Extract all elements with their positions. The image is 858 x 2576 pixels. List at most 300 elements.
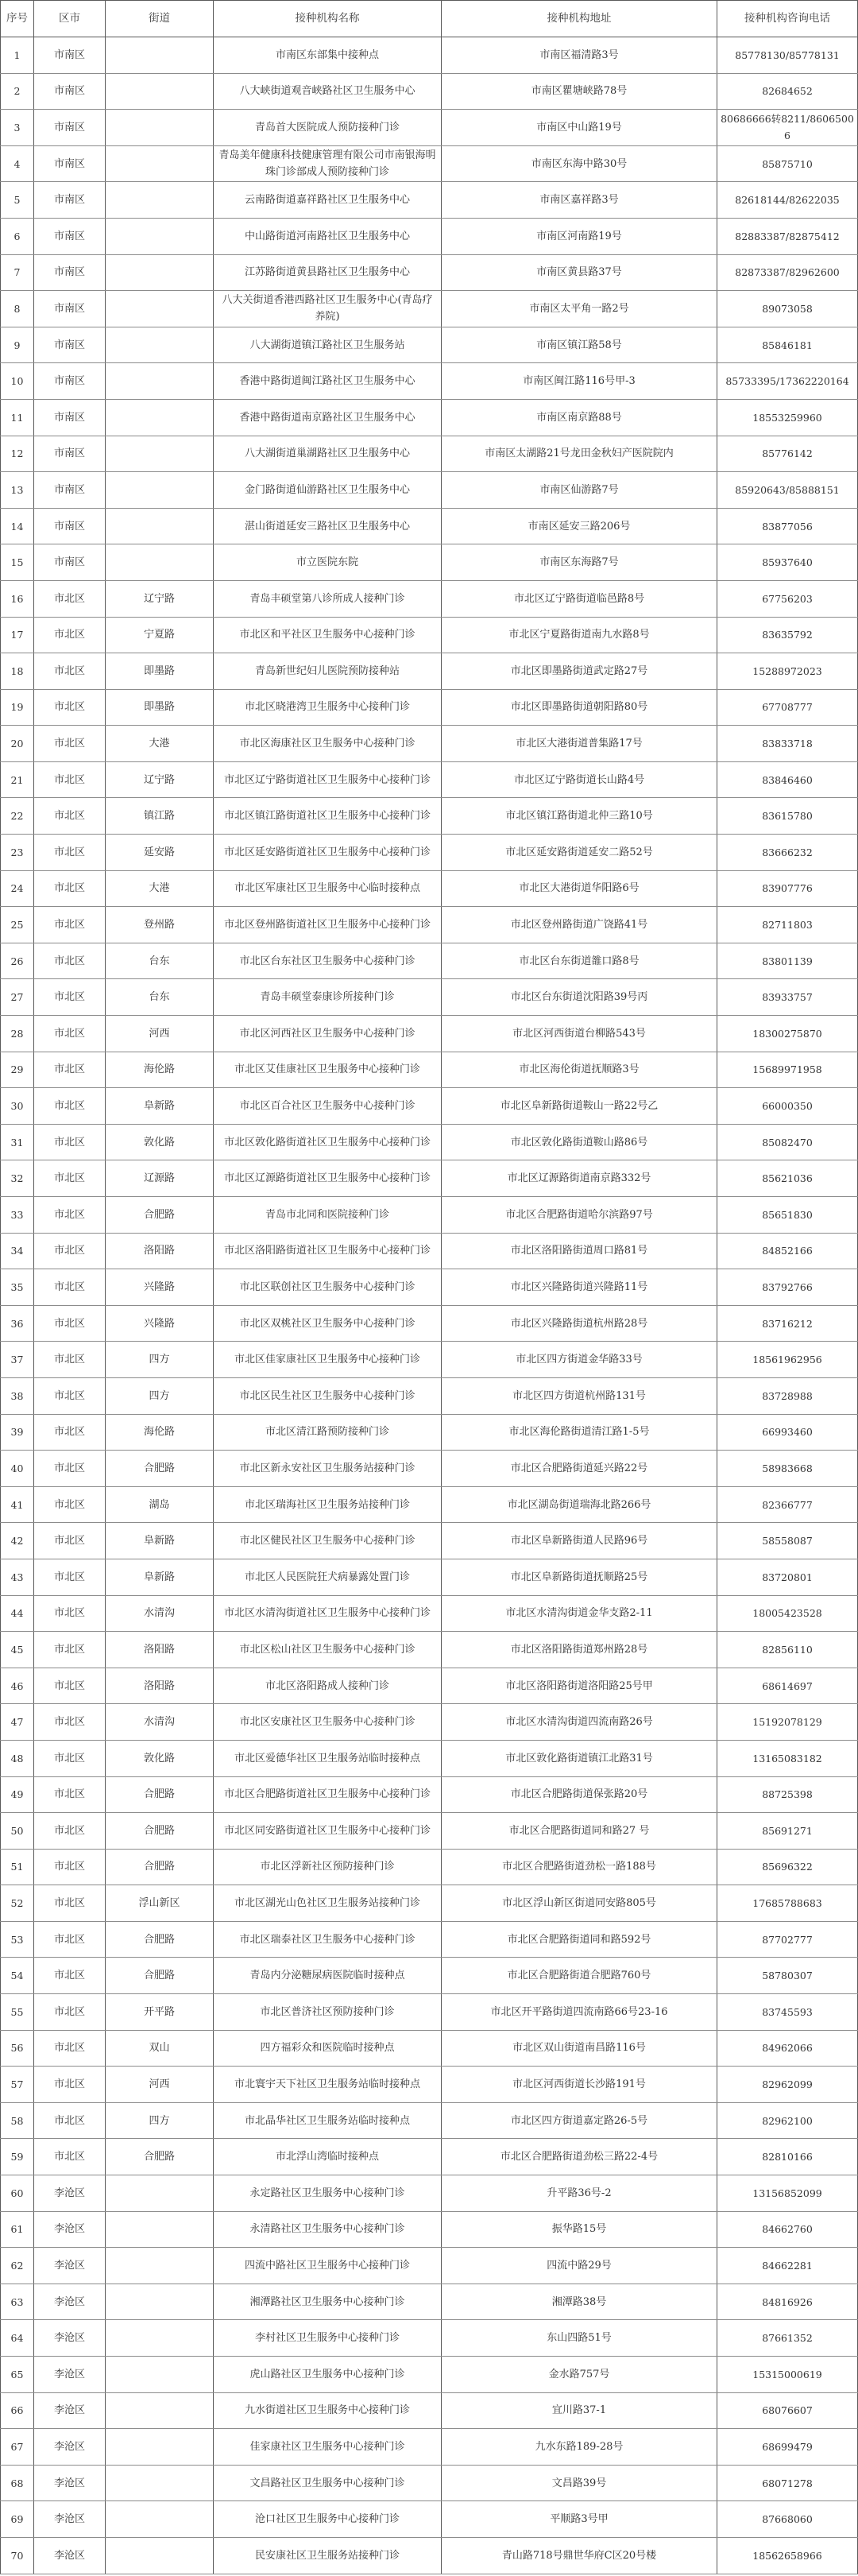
row-site-name: 市北区军康社区卫生服务中心临时接种点 [214,870,442,907]
row-site-address: 市南区瞿塘峡路78号 [442,73,717,110]
row-site-name: 八大峡街道观音峡路社区卫生服务中心 [214,73,442,110]
row-street: 双山 [106,2030,214,2067]
row-index: 35 [1,1269,34,1306]
row-site-name: 江苏路街道黄县路社区卫生服务中心 [214,254,442,291]
row-index: 4 [1,145,34,182]
row-street: 兴隆路 [106,1305,214,1342]
table-row [1,1885,858,1922]
row-district: 市南区 [34,327,106,363]
row-phone: 85733395/17362220164 [717,363,858,400]
row-street [106,110,214,146]
table-row [1,726,858,762]
row-site-address: 市南区嘉祥路3号 [442,182,717,219]
row-phone: 85920643/85888151 [717,472,858,509]
row-district: 市北区 [34,1704,106,1741]
row-phone: 85846181 [717,327,858,363]
row-site-name: 市北区和平社区卫生服务中心接种门诊 [214,617,442,653]
row-district: 市北区 [34,1668,106,1704]
row-street [106,2392,214,2429]
row-district: 市北区 [34,1486,106,1523]
row-street: 台东 [106,943,214,979]
row-site-address: 市北区兴隆路街道兴隆路11号 [442,1269,717,1306]
row-street [106,436,214,472]
row-district: 市北区 [34,1414,106,1451]
row-phone: 83728988 [717,1377,858,1414]
row-index: 45 [1,1632,34,1668]
row-district: 市北区 [34,726,106,762]
row-street: 河西 [106,1016,214,1052]
row-street: 宁夏路 [106,617,214,653]
row-site-name: 市北寰宇天下社区卫生服务站临时接种点 [214,2067,442,2103]
row-district: 市北区 [34,1994,106,2031]
table-row [1,798,858,835]
row-site-name: 市北区水清沟街道社区卫生服务中心接种门诊 [214,1595,442,1632]
table-row [1,1052,858,1088]
row-site-name: 中山路街道河南路社区卫生服务中心 [214,218,442,254]
row-index: 42 [1,1523,34,1559]
table-row [1,617,858,653]
row-site-address: 市北区洛阳路街道郑州路28号 [442,1632,717,1668]
row-site-address: 市北区海伦路街道清江路1-5号 [442,1414,717,1451]
row-district: 市南区 [34,73,106,110]
row-site-address: 市北区四方街道杭州路131号 [442,1377,717,1414]
row-street [106,399,214,436]
row-index: 16 [1,580,34,617]
row-site-name: 青岛美年健康科技健康管理有限公司市南银海明珠门诊部成人预防接种门诊 [214,145,442,182]
row-site-address: 湘潭路38号 [442,2284,717,2320]
row-street: 河西 [106,2067,214,2103]
table-row [1,1595,858,1632]
row-index: 54 [1,1958,34,1994]
row-street [106,327,214,363]
row-phone: 83635792 [717,617,858,653]
row-site-name: 八大湖街道巢湖路社区卫生服务中心 [214,436,442,472]
row-site-name: 永定路社区卫生服务中心接种门诊 [214,2175,442,2212]
row-phone: 87668060 [717,2501,858,2538]
table-row [1,363,858,400]
row-site-name: 市南区东部集中接种点 [214,37,442,74]
row-site-address: 市北区大港街道普集路17号 [442,726,717,762]
table-row [1,2067,858,2103]
row-index: 38 [1,1377,34,1414]
row-site-name: 李村社区卫生服务中心接种门诊 [214,2320,442,2357]
row-street: 四方 [106,2102,214,2139]
row-index: 31 [1,1124,34,1160]
row-district: 市北区 [34,1233,106,1269]
table-row [1,761,858,798]
row-phone: 82810166 [717,2139,858,2175]
row-site-address: 市北区大港街道华阳路6号 [442,870,717,907]
row-site-name: 市北区新永安社区卫生服务站接种门诊 [214,1451,442,1487]
row-index: 19 [1,689,34,726]
table-row [1,689,858,726]
row-street: 合肥路 [106,1813,214,1850]
table-row [1,1994,858,2031]
row-index: 33 [1,1197,34,1234]
table-row [1,2102,858,2139]
table-row [1,580,858,617]
table-row [1,1233,858,1269]
row-phone: 82856110 [717,1632,858,1668]
row-phone: 85778130/85778131 [717,37,858,74]
row-site-name: 市北区百合社区卫生服务中心接种门诊 [214,1088,442,1125]
row-site-name: 市北区登州路街道社区卫生服务中心接种门诊 [214,907,442,943]
row-district: 市北区 [34,1052,106,1088]
table-row [1,73,858,110]
table-row [1,1523,858,1559]
row-phone: 83846460 [717,761,858,798]
row-phone: 68071278 [717,2465,858,2501]
row-index: 22 [1,798,34,835]
row-site-name: 湘潭路社区卫生服务中心接种门诊 [214,2284,442,2320]
table-row [1,218,858,254]
table-row [1,1740,858,1776]
row-site-name: 市北区合肥路街道社区卫生服务中心接种门诊 [214,1776,442,1813]
row-district: 李沧区 [34,2284,106,2320]
row-index: 52 [1,1885,34,1922]
row-district: 李沧区 [34,2429,106,2466]
row-phone: 82366777 [717,1486,858,1523]
row-site-address: 九水东路189-28号 [442,2429,717,2466]
row-district: 市北区 [34,2030,106,2067]
row-site-name: 市北区艾佳康社区卫生服务中心接种门诊 [214,1052,442,1088]
row-phone: 83745593 [717,1994,858,2031]
row-street [106,2429,214,2466]
row-street: 即墨路 [106,689,214,726]
row-district: 李沧区 [34,2357,106,2393]
table-row [1,472,858,509]
row-district: 市北区 [34,798,106,835]
row-district: 李沧区 [34,2175,106,2212]
row-district: 市北区 [34,870,106,907]
row-district: 市北区 [34,1813,106,1850]
row-district: 市南区 [34,291,106,327]
row-site-address: 市北区洛阳路街道周口路81号 [442,1233,717,1269]
row-street: 合肥路 [106,1921,214,1958]
row-site-address: 市南区东海路7号 [442,544,717,581]
row-phone: 82618144/82622035 [717,182,858,219]
row-street [106,2501,214,2538]
row-street [106,2357,214,2393]
row-site-name: 市北区安康社区卫生服务中心接种门诊 [214,1704,442,1741]
row-phone: 85651830 [717,1197,858,1234]
row-site-name: 沧口社区卫生服务中心接种门诊 [214,2501,442,2538]
row-index: 27 [1,979,34,1016]
row-district: 市北区 [34,2102,106,2139]
row-site-address: 市南区东海中路30号 [442,145,717,182]
row-index: 67 [1,2429,34,2466]
row-site-address: 市北区辽宁路街道长山路4号 [442,761,717,798]
row-district: 市南区 [34,110,106,146]
row-district: 市北区 [34,1124,106,1160]
row-index: 68 [1,2465,34,2501]
row-phone: 84662760 [717,2211,858,2248]
table-row [1,37,858,74]
row-site-address: 市北区水清沟街道金华支路2-11 [442,1595,717,1632]
row-street: 阜新路 [106,1559,214,1595]
table-row [1,943,858,979]
row-site-address: 市北区河西街道长沙路191号 [442,2067,717,2103]
row-street [106,2465,214,2501]
row-index: 46 [1,1668,34,1704]
row-site-address: 青山路718号鼎世华府C区20号楼 [442,2537,717,2574]
row-street [106,145,214,182]
row-district: 市北区 [34,689,106,726]
row-street [106,2284,214,2320]
row-street: 四方 [106,1342,214,1378]
row-site-address: 市南区黄县路37号 [442,254,717,291]
table-row [1,508,858,544]
row-site-address: 市北区洛阳路街道洛阳路25号甲 [442,1668,717,1704]
row-phone: 58780307 [717,1958,858,1994]
row-phone: 82684652 [717,73,858,110]
row-site-name: 市北区联创社区卫生服务中心接种门诊 [214,1269,442,1306]
row-site-name: 文昌路社区卫生服务中心接种门诊 [214,2465,442,2501]
row-site-name: 市北区爱德华社区卫生服务站临时接种点 [214,1740,442,1776]
row-index: 5 [1,182,34,219]
table-row [1,1016,858,1052]
row-phone: 18005423528 [717,1595,858,1632]
row-street [106,291,214,327]
row-index: 37 [1,1342,34,1378]
row-street: 洛阳路 [106,1668,214,1704]
row-site-address: 市北区台东街道雒口路8号 [442,943,717,979]
row-site-address: 市北区浮山新区街道同安路805号 [442,1885,717,1922]
row-district: 市北区 [34,1342,106,1378]
row-site-address: 金水路757号 [442,2357,717,2393]
row-site-address: 市北区台东街道沈阳路39号丙 [442,979,717,1016]
row-site-name: 市北区洛阳路街道社区卫生服务中心接种门诊 [214,1233,442,1269]
row-index: 11 [1,399,34,436]
row-index: 26 [1,943,34,979]
row-site-name: 市北区河西社区卫生服务中心接种门诊 [214,1016,442,1052]
row-site-name: 市北浮山湾临时接种点 [214,2139,442,2175]
row-street: 合肥路 [106,1849,214,1885]
row-site-address: 市北区河西街道台柳路543号 [442,1016,717,1052]
row-site-name: 市立医院东院 [214,544,442,581]
table-row [1,436,858,472]
row-site-name: 市北区双桃社区卫生服务中心接种门诊 [214,1305,442,1342]
row-street [106,2175,214,2212]
row-index: 41 [1,1486,34,1523]
row-phone: 85082470 [717,1124,858,1160]
row-site-name: 市北区普济社区预防接种门诊 [214,1994,442,2031]
row-site-name: 市北区松山社区卫生服务中心接种门诊 [214,1632,442,1668]
row-street: 敦化路 [106,1740,214,1776]
table-body [1,37,858,2574]
row-site-address: 市北区镇江路街道北仲三路10号 [442,798,717,835]
row-site-address: 市南区太湖路21号龙田金秋妇产医院院内 [442,436,717,472]
row-site-address: 市北区阜新路街道人民路96号 [442,1523,717,1559]
row-street [106,37,214,74]
row-phone: 84962066 [717,2030,858,2067]
row-index: 61 [1,2211,34,2248]
row-street [106,2211,214,2248]
row-district: 李沧区 [34,2537,106,2574]
row-index: 59 [1,2139,34,2175]
row-site-name: 市北区敦化路街道社区卫生服务中心接种门诊 [214,1124,442,1160]
row-phone: 87702777 [717,1921,858,1958]
row-site-address: 市北区合肥路街道延兴路22号 [442,1451,717,1487]
row-site-address: 市南区中山路19号 [442,110,717,146]
row-district: 市北区 [34,1776,106,1813]
row-site-address: 四流中路29号 [442,2248,717,2284]
row-phone: 84662281 [717,2248,858,2284]
row-phone: 66993460 [717,1414,858,1451]
row-site-name: 民安康社区卫生服务站接种门诊 [214,2537,442,2574]
row-index: 65 [1,2357,34,2393]
row-phone: 83792766 [717,1269,858,1306]
row-site-address: 市北区四方街道嘉定路26-5号 [442,2102,717,2139]
row-site-address: 市北区水清沟街道四流南路26号 [442,1704,717,1741]
row-index: 8 [1,291,34,327]
row-index: 57 [1,2067,34,2103]
row-site-address: 东山四路51号 [442,2320,717,2357]
row-phone: 85696322 [717,1849,858,1885]
row-phone: 82711803 [717,907,858,943]
row-site-name: 市北晶华社区卫生服务站临时接种点 [214,2102,442,2139]
row-index: 53 [1,1921,34,1958]
row-index: 10 [1,363,34,400]
row-district: 市南区 [34,218,106,254]
row-street: 镇江路 [106,798,214,835]
row-site-name: 市北区人民医院狂犬病暴露处置门诊 [214,1559,442,1595]
table-row [1,2139,858,2175]
row-district: 市北区 [34,1632,106,1668]
row-district: 市北区 [34,1958,106,1994]
row-index: 13 [1,472,34,509]
row-district: 市南区 [34,182,106,219]
row-street: 合肥路 [106,1958,214,1994]
table-row [1,979,858,1016]
row-street: 阜新路 [106,1523,214,1559]
row-street [106,2248,214,2284]
header-district: 区市 [34,1,106,37]
row-site-name: 虎山路社区卫生服务中心接种门诊 [214,2357,442,2393]
row-index: 29 [1,1052,34,1088]
row-site-address: 市南区仙游路7号 [442,472,717,509]
row-district: 市北区 [34,979,106,1016]
row-phone: 15315000619 [717,2357,858,2393]
row-district: 李沧区 [34,2465,106,2501]
row-street [106,2320,214,2357]
row-index: 14 [1,508,34,544]
row-index: 60 [1,2175,34,2212]
row-index: 62 [1,2248,34,2284]
row-district: 市北区 [34,2139,106,2175]
table-row [1,327,858,363]
row-site-name: 市北区辽源路街道社区卫生服务中心接种门诊 [214,1160,442,1197]
table-row [1,1958,858,1994]
row-phone: 68076607 [717,2392,858,2429]
table-row [1,653,858,690]
row-district: 市北区 [34,1377,106,1414]
row-street [106,544,214,581]
row-phone: 82962100 [717,2102,858,2139]
row-site-address: 市北区湖岛街道瑞海北路266号 [442,1486,717,1523]
header-street: 街道 [106,1,214,37]
row-street: 敦化路 [106,1124,214,1160]
row-index: 2 [1,73,34,110]
row-site-name: 青岛新世纪妇儿医院预防接种站 [214,653,442,690]
table-row [1,870,858,907]
table-row [1,1849,858,1885]
row-site-address: 市北区辽宁路街道临邑路8号 [442,580,717,617]
table-row [1,1559,858,1595]
table-row [1,1921,858,1958]
row-street [106,218,214,254]
header-site-name: 接种机构名称 [214,1,442,37]
row-site-name: 佳家康社区卫生服务中心接种门诊 [214,2429,442,2466]
row-site-name: 市北区瑞泰社区卫生服务中心接种门诊 [214,1921,442,1958]
row-phone: 84816926 [717,2284,858,2320]
row-index: 48 [1,1740,34,1776]
row-district: 市南区 [34,37,106,74]
row-index: 30 [1,1088,34,1125]
row-site-address: 市北区合肥路街道同和路592号 [442,1921,717,1958]
row-phone: 83666232 [717,835,858,871]
row-index: 40 [1,1451,34,1487]
row-site-address: 市北区四方街道金华路33号 [442,1342,717,1378]
row-district: 市南区 [34,145,106,182]
row-district: 市北区 [34,580,106,617]
row-site-address: 文昌路39号 [442,2465,717,2501]
row-site-address: 市北区开平路街道四流南路66号23-16 [442,1994,717,2031]
row-index: 51 [1,1849,34,1885]
row-district: 市北区 [34,943,106,979]
row-phone: 18553259960 [717,399,858,436]
table-row [1,1776,858,1813]
table-row [1,1160,858,1197]
table-row [1,2501,858,2538]
row-site-address: 市北区合肥路街道劲松一路188号 [442,1849,717,1885]
table-row [1,835,858,871]
row-street: 合肥路 [106,1451,214,1487]
row-street [106,363,214,400]
row-site-address: 市北区阜新路街道鞍山一路22号乙 [442,1088,717,1125]
row-district: 李沧区 [34,2248,106,2284]
row-site-name: 四流中路社区卫生服务中心接种门诊 [214,2248,442,2284]
row-index: 15 [1,544,34,581]
row-district: 市北区 [34,907,106,943]
table-row [1,2465,858,2501]
row-site-name: 青岛首大医院成人预防接种门诊 [214,110,442,146]
row-district: 李沧区 [34,2501,106,2538]
row-district: 市北区 [34,1740,106,1776]
row-street: 四方 [106,1377,214,1414]
row-site-name: 八大湖街道镇江路社区卫生服务站 [214,327,442,363]
row-phone: 83615780 [717,798,858,835]
table-row [1,2429,858,2466]
row-site-address: 市北区敦化路街道鞍山路86号 [442,1124,717,1160]
row-site-name: 九水街道社区卫生服务中心接种门诊 [214,2392,442,2429]
row-phone: 83833718 [717,726,858,762]
row-street: 合肥路 [106,1776,214,1813]
table-row [1,2175,858,2212]
table-row [1,145,858,182]
table-row [1,1197,858,1234]
row-phone: 82962099 [717,2067,858,2103]
row-index: 50 [1,1813,34,1850]
row-street [106,472,214,509]
table-row [1,110,858,146]
row-site-address: 市北区海伦街道抚顺路3号 [442,1052,717,1088]
row-site-name: 香港中路街道闽江路社区卫生服务中心 [214,363,442,400]
header-row [1,1,858,37]
row-district: 市北区 [34,1921,106,1958]
row-index: 49 [1,1776,34,1813]
row-site-address: 市北区延安路街道延安二路52号 [442,835,717,871]
